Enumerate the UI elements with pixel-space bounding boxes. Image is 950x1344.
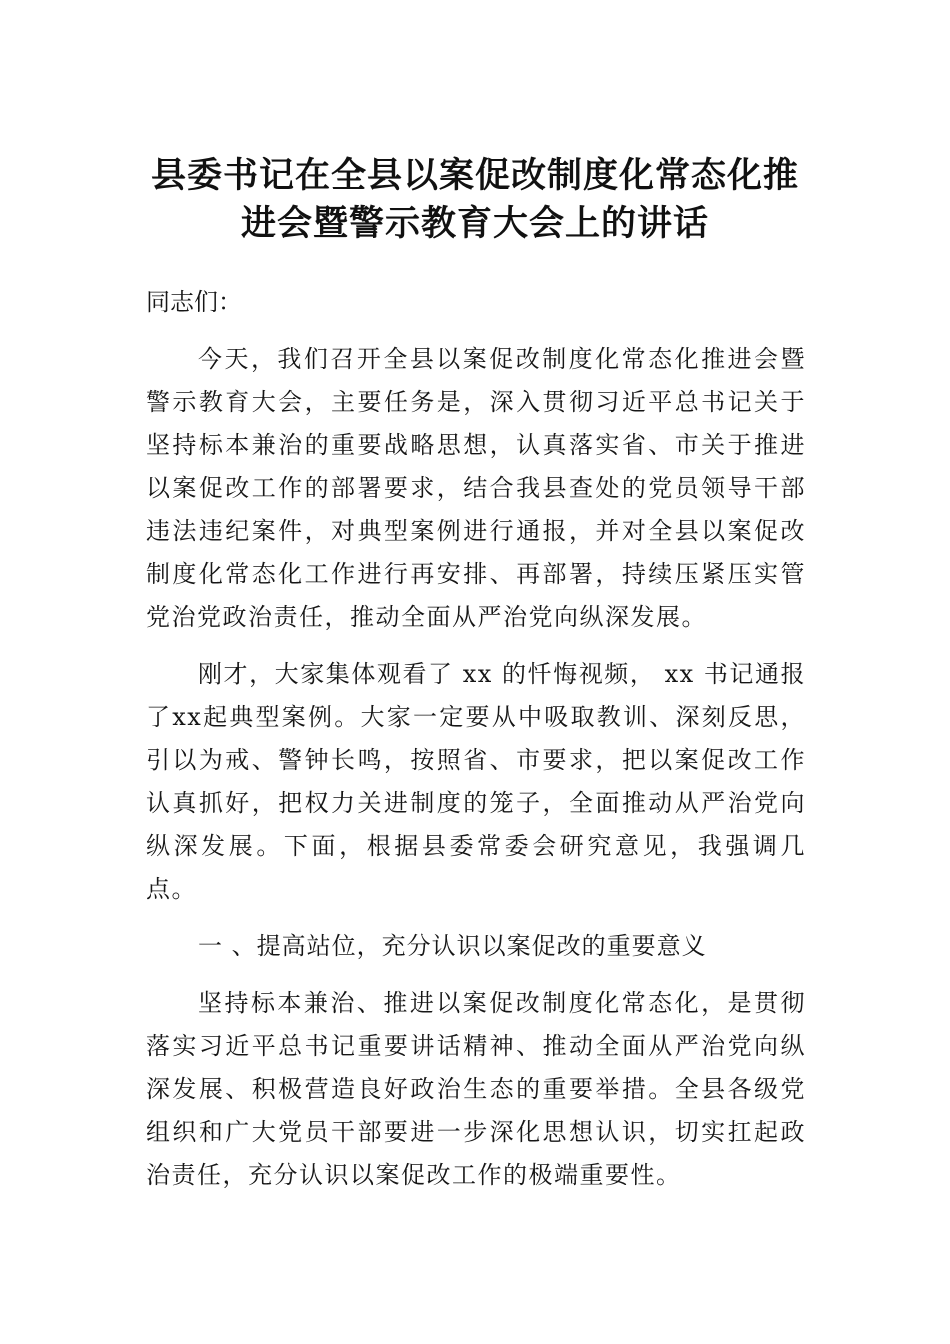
- paragraph-opening: 今天，我们召开全县以案促改制度化常态化推进会暨警示教育大会，主要任务是，深入贯彻习近平总书记关于坚持标本兼治的重要战略思想，认真落实省、市关于推进以案促改工作的部署要求，结合我县查处的党员领导干部违法违纪案件，对典型案例进行通报，并对全县以案促改制度化常态化工作进行再安排、再部署，持续压紧压实管党治党政治责任，推动全面从严治党向纵深发展。: [146, 345, 806, 631]
- document-body: [146, 281, 806, 1211]
- section-heading: 一 、提高站位，充分认识以案促改的重要意义: [198, 932, 707, 960]
- title-line-2: 进会暨警示教育大会上的讲话: [240, 204, 709, 244]
- salutation: 同志们：: [146, 288, 242, 316]
- paragraph-video: 刚才，大家集体观看了 xx 的忏悔视频， xx 书记通报了xx起典型案例。大家一定要从中吸取教训、深刻反思，引以为戒、警钟长鸣，按照省、市要求，把以案促改工作认真抓好，把权力关进制度的笼子，全面推动从严治党向纵深发展。下面，根据县委常委会研究意见，我强调几点。: [146, 660, 806, 903]
- title-line-1: 县委书记在全县以案促改制度化常态化推: [150, 156, 799, 196]
- paragraph-section-one: 坚持标本兼治、推进以案促改制度化常态化，是贯彻落实习近平总书记重要讲话精神、推动全面从严治党向纵深发展、积极营造良好政治生态的重要举措。全县各级党组织和广大党员干部要进一步深化思想认识，切实扛起政治责任，充分认识以案促改工作的极端重要性。: [146, 989, 806, 1189]
- document-title: [140, 152, 810, 248]
